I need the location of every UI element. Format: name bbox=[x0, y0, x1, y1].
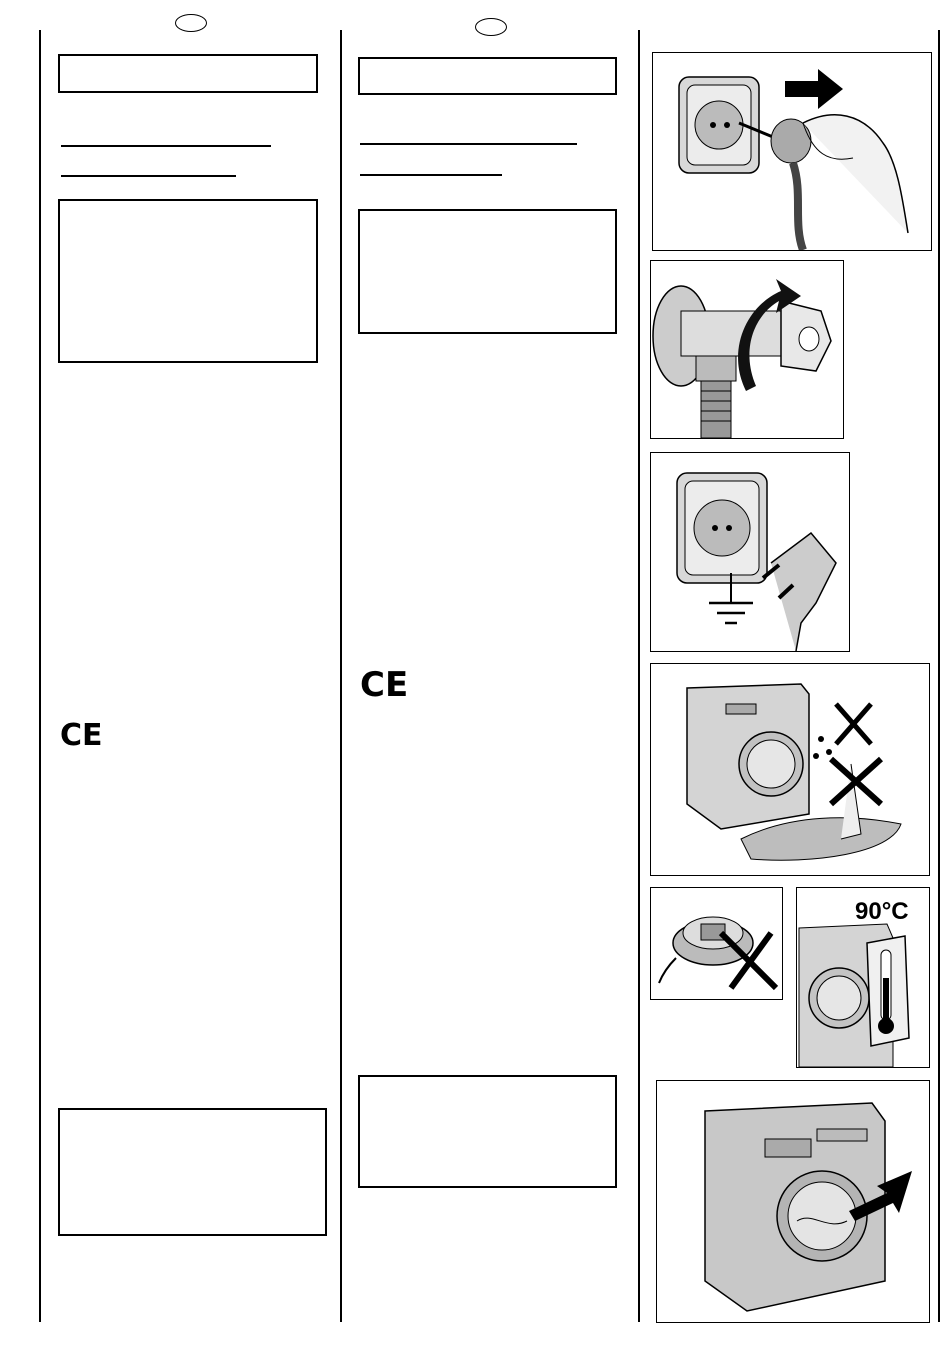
left-heading-underline-2 bbox=[61, 175, 236, 177]
column-divider-middle bbox=[340, 30, 342, 1322]
middle-heading-underline-1 bbox=[360, 143, 577, 145]
middle-title-box bbox=[358, 57, 617, 95]
ce-mark-middle: CE bbox=[360, 665, 409, 705]
hand-unplugging-plug-icon bbox=[653, 53, 931, 250]
left-title-box bbox=[58, 54, 318, 93]
language-oval-left bbox=[175, 14, 207, 32]
socket-plug-earth-icon bbox=[651, 453, 849, 651]
hot-glass-figure bbox=[796, 887, 930, 1068]
left-heading-underline-1 bbox=[61, 145, 271, 147]
middle-warning-box bbox=[358, 209, 617, 334]
left-warning-box bbox=[58, 199, 318, 363]
water-tap-icon bbox=[651, 261, 843, 438]
middle-note-box bbox=[358, 1075, 617, 1188]
washer-wet-feet-prohibited-icon bbox=[651, 664, 929, 875]
water-tap-figure bbox=[650, 260, 844, 439]
multi-adapter-prohibited-icon bbox=[651, 888, 782, 999]
column-divider-right bbox=[638, 30, 640, 1322]
earthed-socket-figure bbox=[650, 452, 850, 652]
middle-heading-underline-2 bbox=[360, 174, 502, 176]
column-divider-edge bbox=[938, 30, 940, 1322]
language-oval-middle bbox=[475, 18, 507, 36]
unplug-figure bbox=[652, 52, 932, 251]
ce-mark-left: CE bbox=[60, 718, 103, 753]
temperature-label: 90°C bbox=[855, 898, 909, 925]
no-wet-hands-figure bbox=[650, 663, 930, 876]
left-note-box bbox=[58, 1108, 327, 1236]
washer-door-arrow-icon bbox=[657, 1081, 929, 1322]
no-adapter-figure bbox=[650, 887, 783, 1000]
door-figure bbox=[656, 1080, 930, 1323]
column-divider-left bbox=[39, 30, 41, 1322]
